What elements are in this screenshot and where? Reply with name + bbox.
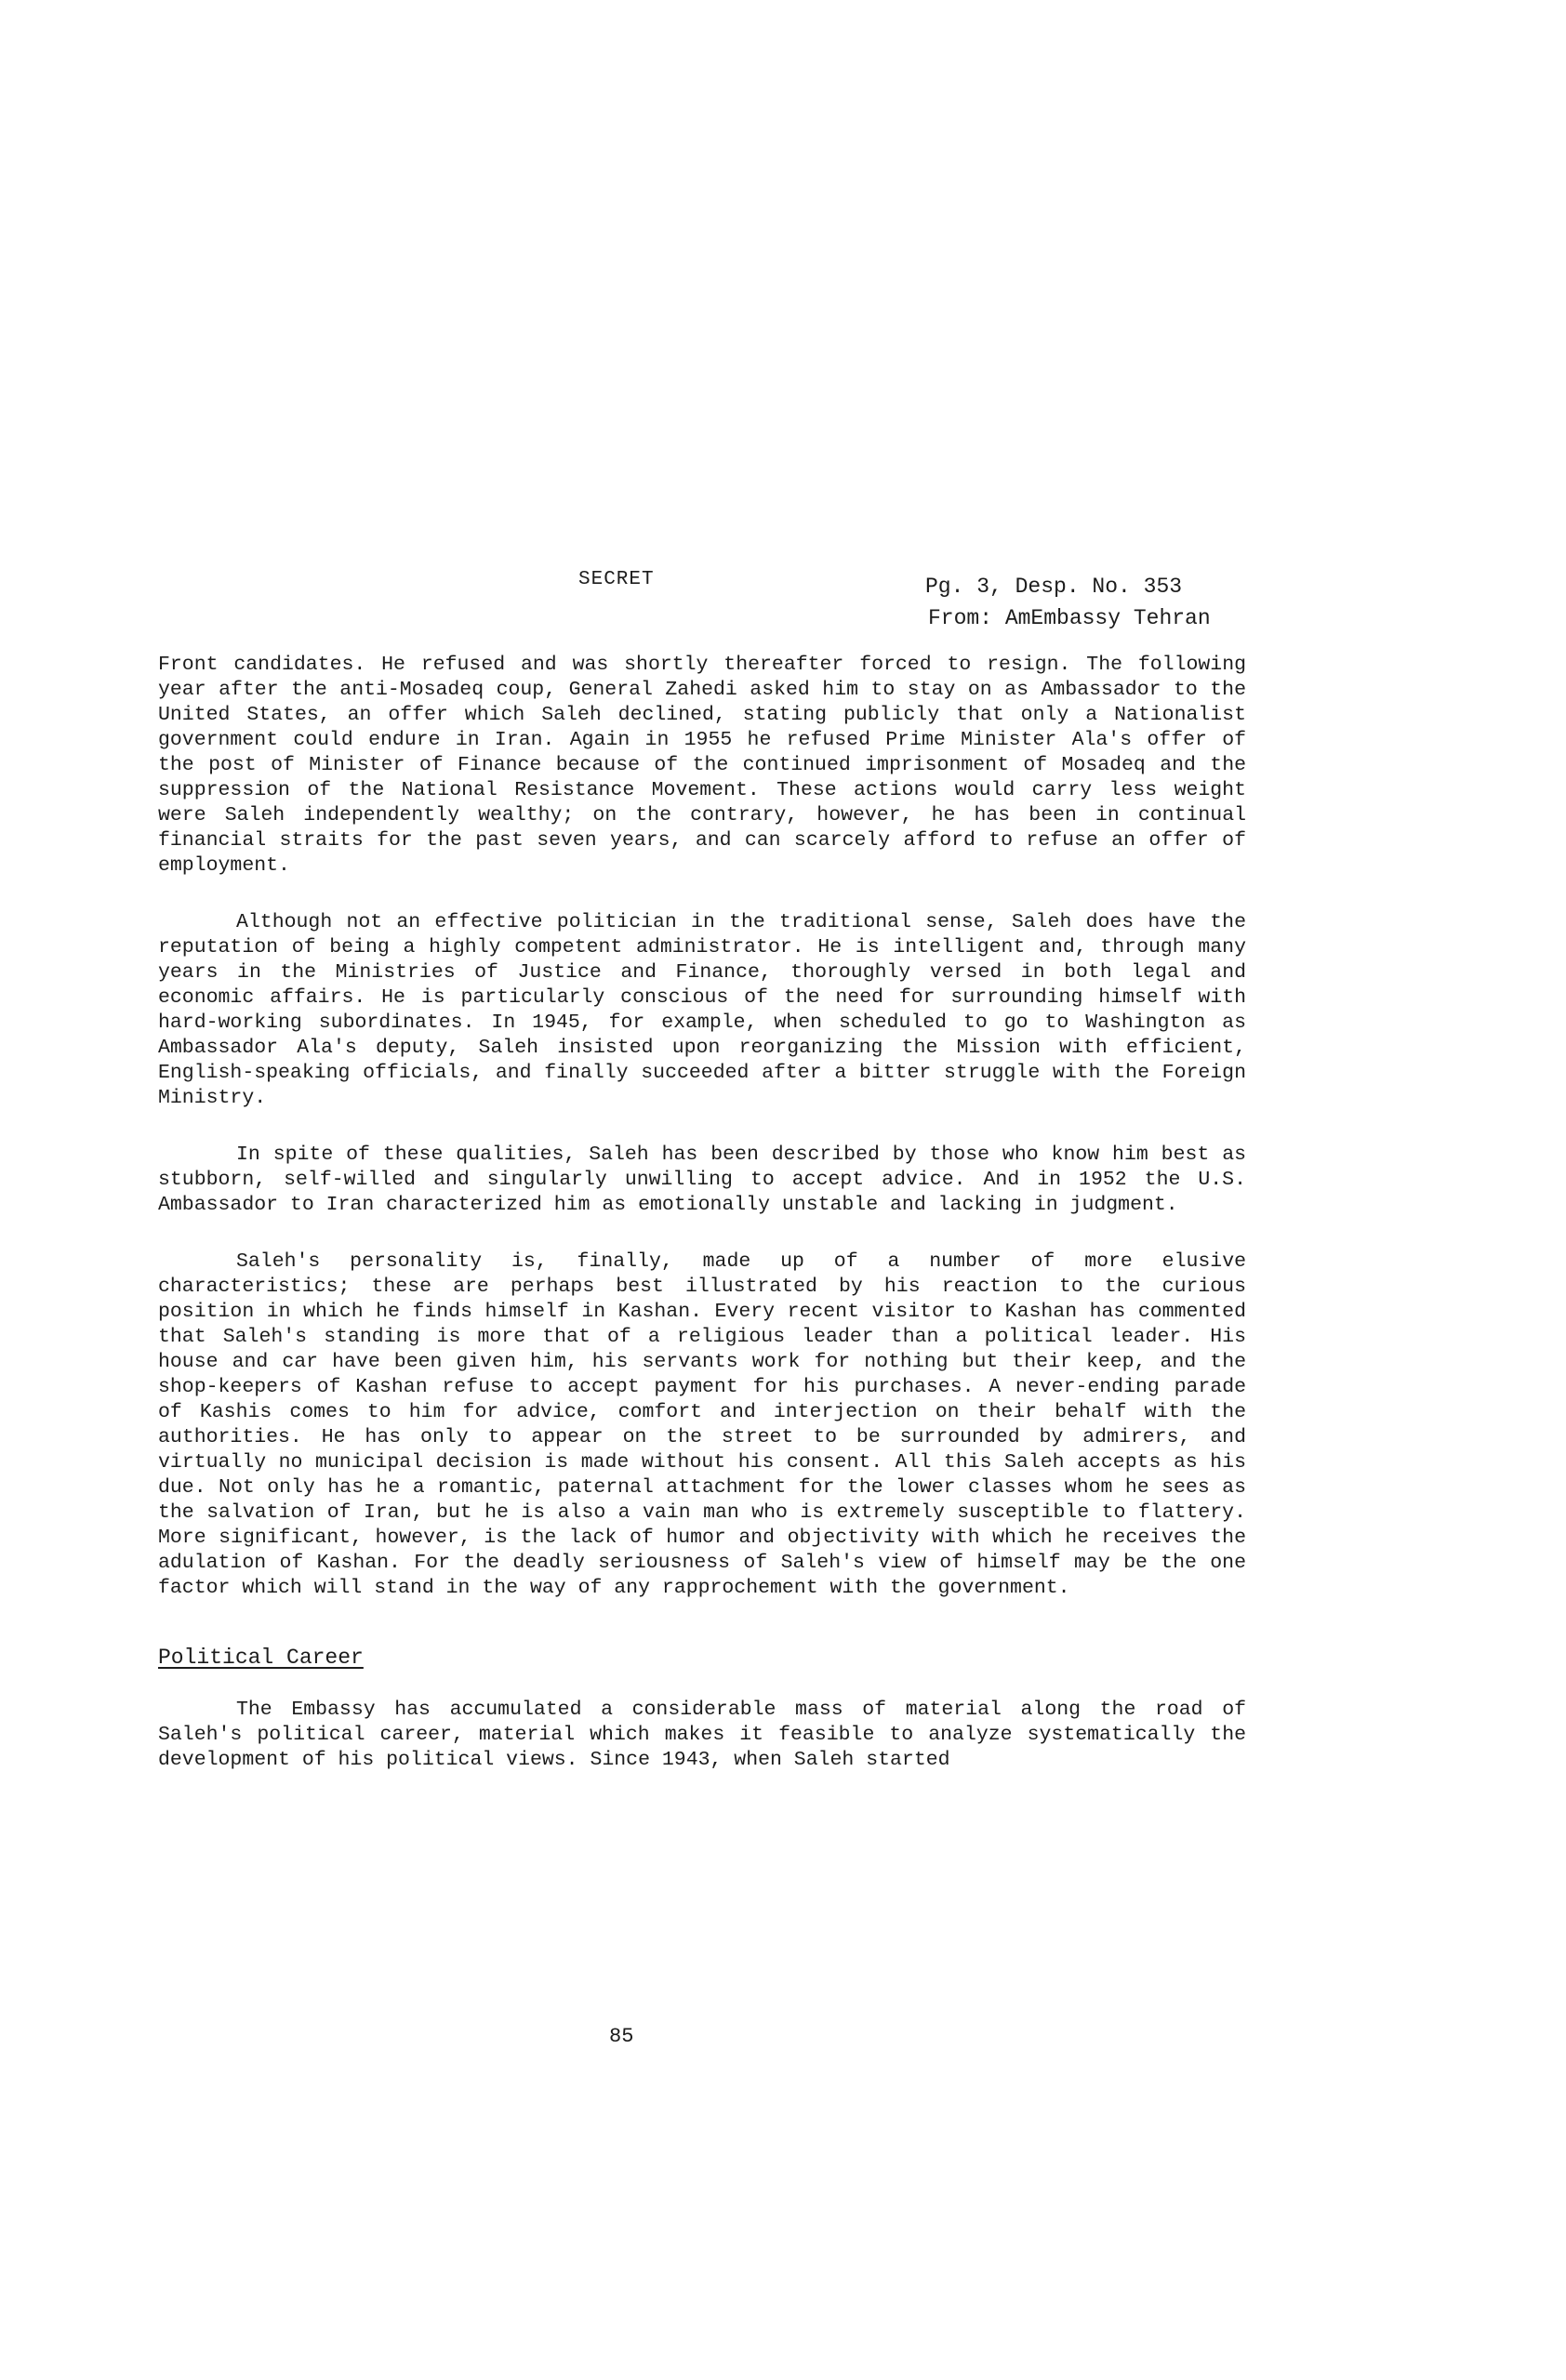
page-header [0,569,1566,634]
page-number: 85 [609,2025,634,2048]
despatch-reference: Pg. 3, Desp. No. 353 [925,575,1183,599]
document-body [158,653,1246,1805]
paragraph-qualities: In spite of these qualities, Saleh has been described by those who know him best as stubborn, self-willed and singularly unwilling to accept advice. And in 1952 the U.S. Ambassador to Iran characterized him as emotionally unstable and lacking in judgment. [158,1144,1246,1216]
paragraph-administrator: Although not an effective politician in the traditional sense, Saleh does have the reputation of being a highly competent administrator. He is intelligent and, through many years in the Ministries of Justice and Finance, thoroughly versed in both legal and economic affairs. He is particularly conscious of the need for surrounding himself with hard-working subordinates. In 1945, for example, when scheduled to go to Washington as Ambassador Ala's deputy, Saleh insisted upon reorganizing the Mission with efficient, English-speaking officials, and finally succeeded after a bitter struggle with the Foreign Ministry. [158,911,1246,1109]
paragraph-political-career: The Embassy has accumulated a considerable mass of material along the road of Saleh's political career, material which makes it feasible to analyze systematically the development of his political views. Since 1943, when Saleh started [158,1699,1246,1771]
section-heading-political-career: Political Career [158,1646,364,1670]
paragraph-continuation: Front candidates. He refused and was shortly thereafter forced to resign. The following year after the anti-Mosadeq coup, General Zahedi asked him to stay on as Ambassador to the United States, an offer which Saleh declined, stating publicly that only a Nationalist government could endure in Iran. Again in 1955 he refused Prime Minister Ala's offer of the post of Minister of Finance because of the continued imprisonment of Mosadeq and the suppression of the National Resistance Movement. These actions would carry less weight were Saleh independently wealthy; on the contrary, however, he has been in continual financial straits for the past seven years, and can scarcely afford to refuse an offer of employment. [158,654,1246,877]
paragraph-personality: Saleh's personality is, finally, made up of a number of more elusive characteristics; these are perhaps best illustrated by his reaction to the curious position in which he finds himself in Kashan. Every recent visitor to Kashan has commented that Saleh's standing is more that of a religious leader than a political leader. His house and car have been given him, his servants work for nothing but their keep, and the shop-keepers of Kashan refuse to accept payment for his purchases. A never-ending parade of Kashis comes to him for advice, comfort and interjection on their behalf with the authorities. He has only to appear on the street to be surrounded by admirers, and virtually no municipal decision is made without his consent. All this Saleh accepts as his due. Not only has he a romantic, paternal attachment for the lower classes whom he sees as the salvation of Iran, but he is also a vain man who is extremely susceptible to flattery. More significant, however, is the lack of humor and objectivity with which he receives the adulation of Kashan. For the deadly seriousness of Saleh's view of himself may be the one factor which will stand in the way of any rapprochement with the government. [158,1250,1246,1599]
classification-marking: SECRET [578,569,655,590]
despatch-origin: From: AmEmbassy Tehran [928,606,1211,630]
